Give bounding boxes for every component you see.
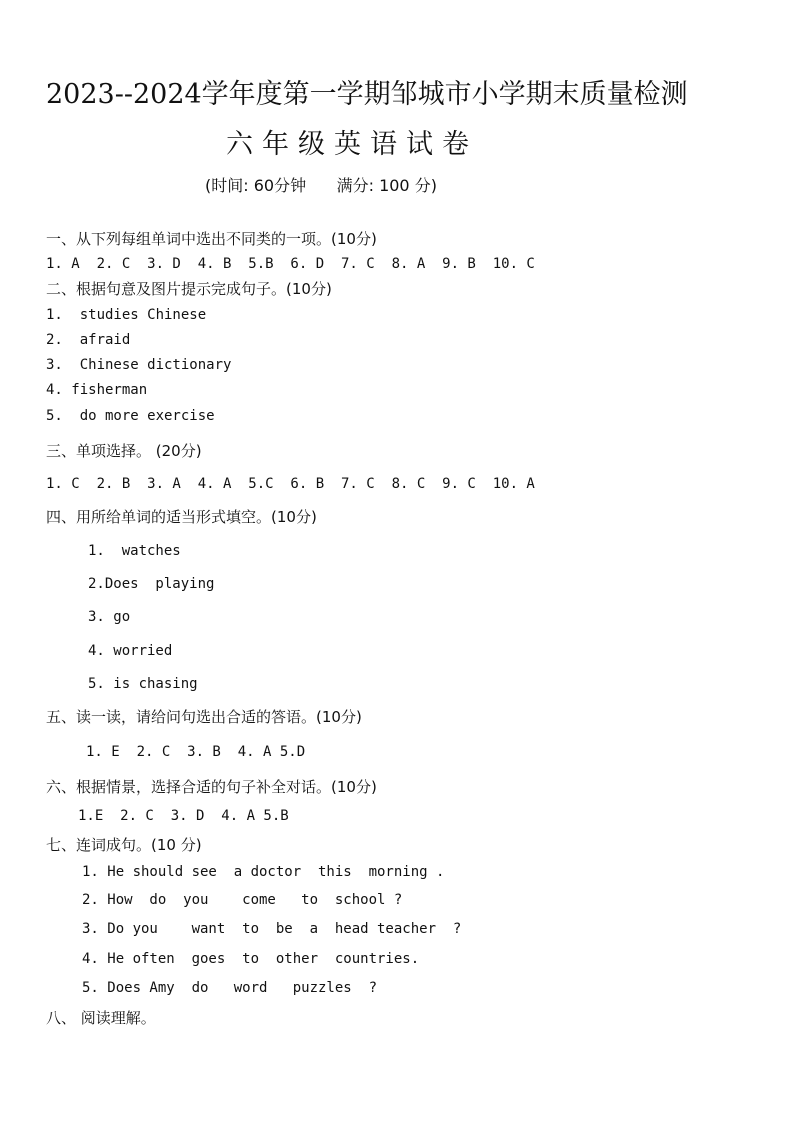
section-6-heading: 六、根据情景，选择合适的句子补全对话。(10分) [46, 778, 377, 796]
section-4-item: 4. worried [88, 643, 173, 659]
exam-time-info: (时间: 60分钟 满分: 100 分) [205, 176, 437, 195]
exam-subtitle: 六年级英语试卷 [226, 129, 478, 160]
section-2-item: 2. afraid [46, 332, 131, 348]
section-2-item: 1. studies Chinese [46, 307, 207, 323]
section-5-heading: 五、读一读，请给问句选出合适的答语。(10分) [46, 708, 362, 726]
section-7-item: 2. How do you come to school ? [82, 892, 403, 908]
section-4-item: 3. go [88, 609, 131, 625]
section-1-heading: 一、从下列每组单词中选出不同类的一项。(10分) [46, 230, 377, 248]
section-4-item: 1. watches [88, 543, 181, 559]
section-8-heading: 八、 阅读理解。 [46, 1009, 156, 1027]
section-4-item: 5. is chasing [88, 676, 198, 692]
section-4-item: 2.Does playing [88, 576, 215, 592]
section-2-item: 5. do more exercise [46, 408, 215, 424]
section-2-heading: 二、根据句意及图片提示完成句子。(10分) [46, 280, 332, 298]
section-1-answers: 1. A 2. C 3. D 4. B 5.B 6. D 7. C 8. A 9. B 10. C [46, 256, 535, 272]
section-3-heading: 三、单项选择。 (20分) [46, 442, 202, 460]
section-7-heading: 七、连词成句。(10 分) [46, 836, 202, 854]
section-7-item: 1. He should see a doctor this morning . [82, 864, 445, 880]
section-2-item: 3. Chinese dictionary [46, 357, 232, 373]
section-6-answers: 1.E 2. C 3. D 4. A 5.B [78, 808, 289, 824]
section-4-heading: 四、用所给单词的适当形式填空。(10分) [46, 508, 317, 526]
section-5-answers: 1. E 2. C 3. B 4. A 5.D [86, 744, 306, 760]
section-7-item: 5. Does Amy do word puzzles ? [82, 980, 378, 996]
section-3-answers: 1. C 2. B 3. A 4. A 5.C 6. B 7. C 8. C 9. C 10. A [46, 476, 535, 492]
section-7-item: 4. He often goes to other countries. [82, 951, 420, 967]
section-2-item: 4. fisherman [46, 382, 148, 398]
section-7-item: 3. Do you want to be a head teacher ? [82, 921, 462, 937]
exam-title: 2023--2024学年度第一学期邹城市小学期末质量检测 [46, 79, 688, 110]
